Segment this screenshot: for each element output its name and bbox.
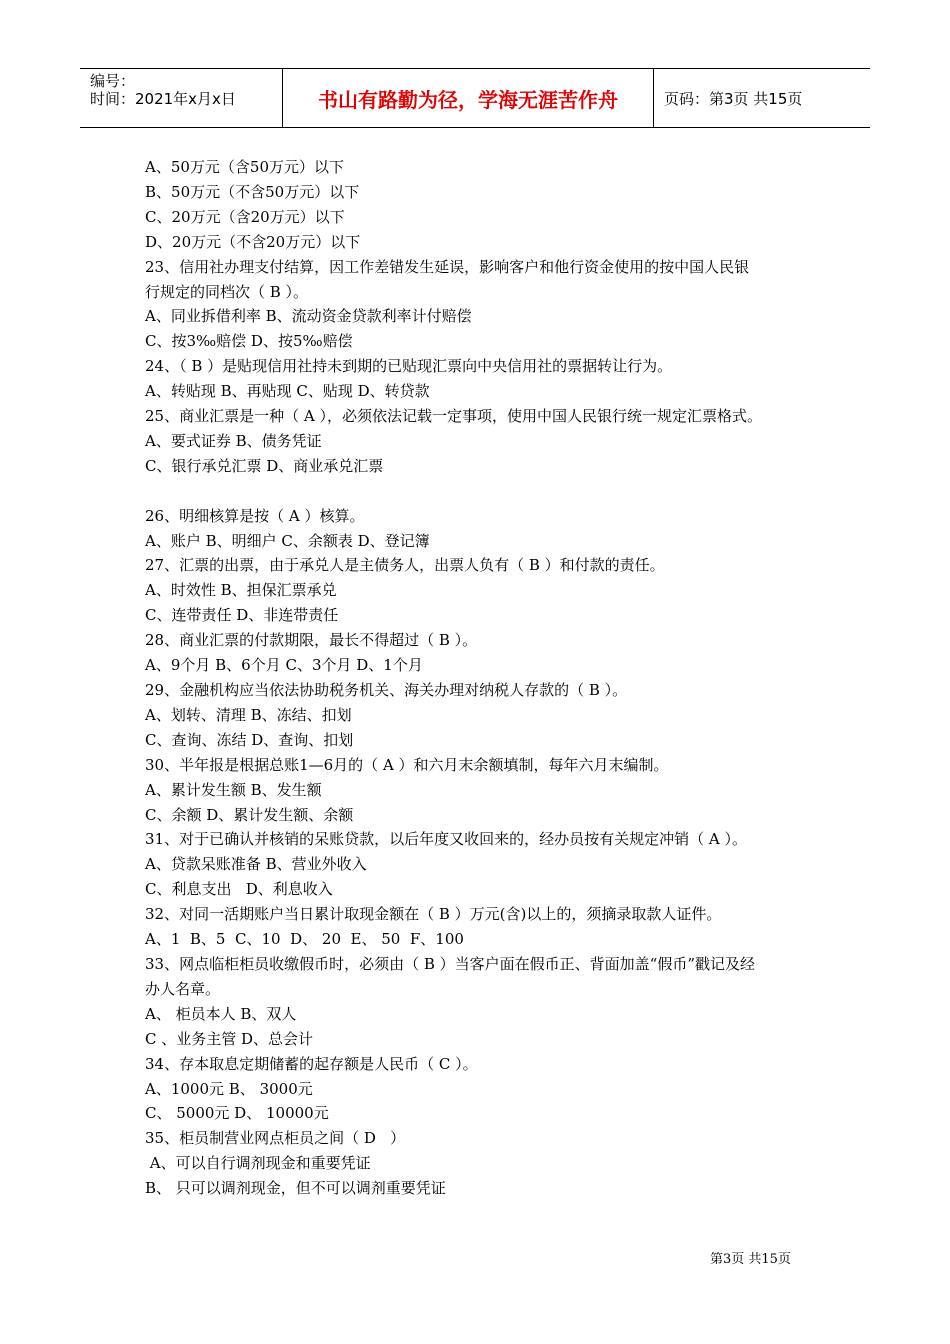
text-line: A、账户 B、明细户 C、余额表 D、登记簿 (145, 531, 430, 550)
text-line: C、银行承兑汇票 D、商业承兑汇票 (145, 456, 384, 475)
text-line: B、 只可以调剂现金，但不可以调剂重要凭证 (145, 1179, 446, 1198)
page-header (80, 68, 870, 128)
footer-page-number: 第3页 共15页 (710, 1252, 791, 1267)
text-line: A、同业拆借利率 B、流动资金贷款利率计付赔偿 (145, 307, 472, 326)
text-line: 29、金融机构应当依法协助税务机关、海关办理对纳税人存款的（ B ）。 (145, 681, 628, 700)
date-label: 时间：2021年x月x日 (90, 90, 236, 108)
text-line: 28、商业汇票的付款期限，最长不得超过（ B ）。 (145, 631, 478, 650)
text-line: 32、对同一活期账户当日累计取现金额在（ B ）万元(含)以上的，须摘录取款人证件。 (145, 905, 722, 924)
text-line: A、1 B、5 C、10 D、 20 E、 50 F、100 (145, 930, 464, 949)
text-line: D、20万元（不含20万元）以下 (145, 232, 361, 251)
text-line: 26、明细核算是按（ A ）核算。 (145, 506, 365, 525)
text-line: C 、业务主管 D、总会计 (145, 1029, 314, 1048)
text-line: C、连带责任 D、非连带责任 (145, 606, 339, 625)
text-line: C、20万元（含20万元）以下 (145, 207, 345, 226)
text-line: A、1000元 B、 3000元 (145, 1079, 313, 1098)
text-line: 35、柜员制营业网点柜员之间（ D ） (145, 1129, 406, 1148)
text-line: A、时效性 B、担保汇票承兑 (145, 581, 337, 600)
text-line: A、贷款呆账准备 B、营业外收入 (145, 855, 367, 874)
text-line: A、50万元（含50万元）以下 (145, 158, 345, 176)
text-line: C、 5000元 D、 10000元 (145, 1104, 329, 1123)
text-line: A、可以自行调剂现金和重要凭证 (145, 1154, 371, 1173)
text-line: C、查询、冻结 D、查询、扣划 (145, 730, 354, 749)
text-line: A、累计发生额 B、发生额 (145, 780, 322, 799)
header-motto: 书山有路勤为径，学海无涯苦作舟 (282, 69, 654, 127)
text-line: 行规定的同档次（ B ）。 (145, 282, 309, 301)
text-line: 23、信用社办理支付结算，因工作差错发生延误，影响客户和他行资金使用的按中国人民银 (145, 257, 750, 276)
text-line: 25、商业汇票是一种（ A ），必须依法记载一定事项，使用中国人民银行统一规定汇票格式。 (145, 407, 762, 426)
text-line: 24、（ B ）是贴现信用社持未到期的已贴现汇票向中央信用社的票据转让行为。 (145, 357, 673, 376)
text-line: C、余额 D、累计发生额、余额 (145, 805, 354, 824)
header-page-number: 页码：第3页 共15页 (664, 89, 803, 108)
text-line: 30、半年报是根据总账1—6月的（ A ）和六月末余额填制，每年六月末编制。 (145, 755, 669, 774)
text-line: A、要式证券 B、债务凭证 (145, 431, 322, 450)
text-line: A、 柜员本人 B、双人 (145, 1004, 297, 1023)
text-line: A、9个月 B、6个月 C、3个月 D、1个月 (145, 656, 423, 675)
text-line: 34、存本取息定期储蓄的起存额是人民币（ C ）。 (145, 1054, 478, 1073)
document-body (145, 155, 825, 1201)
serial-label: 编号： (90, 72, 136, 90)
text-line: C、按3‰赔偿 D、按5‰赔偿 (145, 332, 353, 351)
text-line: 办人名章。 (145, 979, 221, 998)
text-line: 27、汇票的出票，由于承兑人是主债务人，出票人负有（ B ）和付款的责任。 (145, 556, 665, 575)
text-line: 31、对于已确认并核销的呆账贷款，以后年度又收回来的，经办员按有关规定冲销（ A ）。 (145, 830, 747, 849)
text-line: A、转贴现 B、再贴现 C、贴现 D、转贷款 (145, 382, 430, 401)
text-line: A、划转、清理 B、冻结、扣划 (145, 705, 352, 724)
text-line: B、50万元（不含50万元）以下 (145, 182, 360, 201)
text-line: 33、网点临柜柜员收缴假币时，必须由（ B ）当客户面在假币正、背面加盖“假币”戳记及经 (145, 954, 755, 973)
header-meta (80, 69, 282, 127)
text-line: C、利息支出 D、利息收入 (145, 880, 333, 899)
blank-line (145, 479, 825, 504)
